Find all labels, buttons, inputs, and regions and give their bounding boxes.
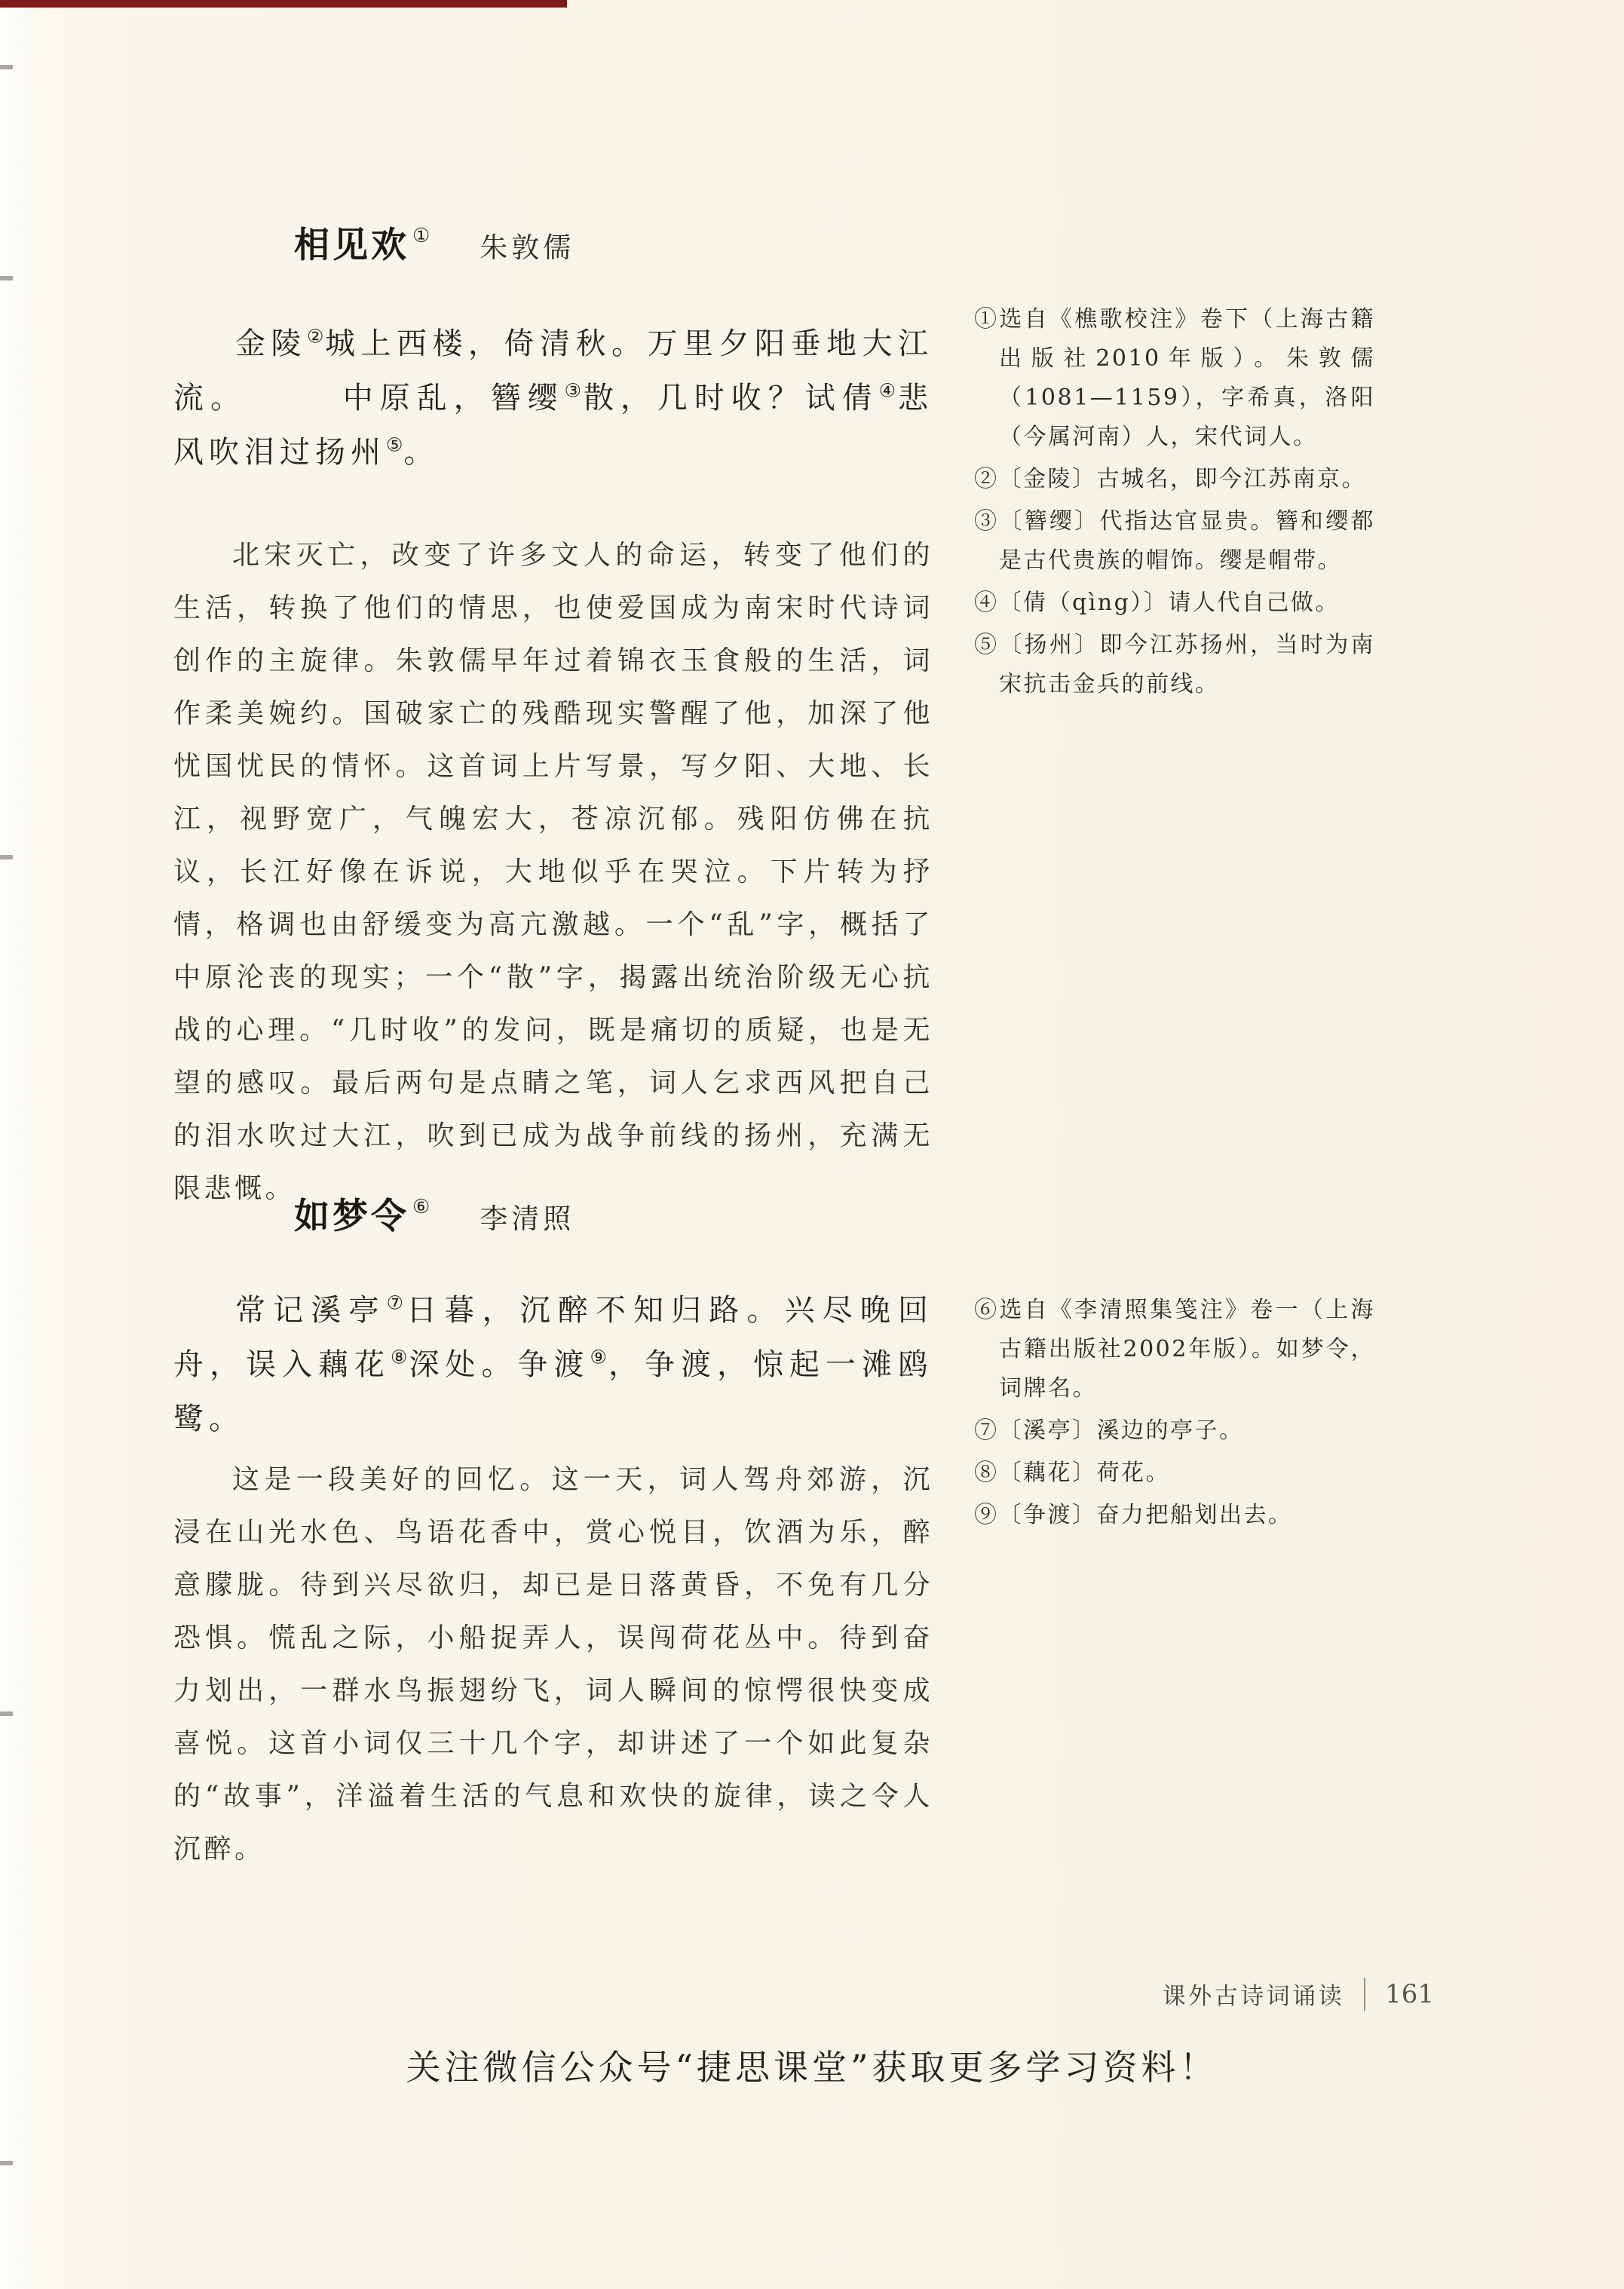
footnote (974, 584, 1375, 623)
note-ref-icon: ⑧ (391, 1346, 409, 1368)
watermark-text: 关注微信公众号“捷思课堂”获取更多学习资料！ (406, 2047, 1218, 2088)
footnote-text: 〔扬州〕即今江苏扬州，当时为南宋抗击金兵的前线。 (999, 632, 1376, 697)
poem2-title-note-ref: ⑥ (412, 1196, 431, 1218)
verse-text: 。 (403, 435, 440, 470)
verse-text: 城上西楼，倚清秋。万里夕阳垂地大江流。 中原乱，簪缨 (173, 326, 934, 415)
scan-artifact (0, 65, 13, 69)
footnote-text: 〔溪亭〕溪边的亭子。 (998, 1417, 1244, 1444)
footer-divider (1364, 1978, 1365, 2011)
footnote-marker: ③ (974, 508, 1000, 535)
scan-left-edge (0, 0, 32, 2289)
poem1-verse (173, 317, 933, 480)
scan-artifact (0, 276, 13, 280)
poem1-commentary: 北宋灭亡，改变了许多文人的命运，转变了他们的生活，转换了他们的情思，也使爱国成为南宋时代诗词创作的主旋律。朱敦儒早年过着锦衣玉食般的生活，词作柔美婉约。国破家亡的残酷现实警醒了他，加深了他忧国忧民的情怀。这首词上片写景，写夕阳、大地、长江，视野宽广，气魄宏大，苍凉沉郁。残阳仿佛在抗议，长江好像在诉说，大地似乎在哭泣。下片转为抒情，格调也由舒缓变为高亢激越。一个“乱”字，概括了中原沦丧的现实；一个“散”字，揭露出统治阶级无心抗战的心理。“几时收”的发问，既是痛切的质疑，也是无望的感叹。最后两句是点睛之笔，词人乞求西风把自己的泪水吹过大江，吹到已成为战争前线的扬州，充满无限悲慨。 (173, 540, 933, 1204)
footnote (974, 502, 1375, 581)
note-ref-icon: ③ (564, 379, 584, 402)
footnote-text: 〔金陵〕古城名，即今江苏南京。 (998, 466, 1366, 492)
poem2-title: 如梦令 (294, 1196, 409, 1237)
scan-artifact (0, 855, 13, 860)
poem1-title-row (294, 217, 575, 268)
verse-text: 深处。争渡 (409, 1347, 590, 1382)
footnote-text: 选自《樵歌校注》卷下（上海古籍出版社2010年版）。朱敦儒（1081—1159），字希真，洛阳（今属河南）人，宋代词人。 (999, 306, 1376, 450)
poem1-title: 相见欢 (294, 225, 409, 266)
footnote-marker: ④ (974, 590, 999, 616)
footnote-marker: ⑨ (974, 1502, 999, 1528)
poem1-author: 朱敦儒 (480, 231, 575, 264)
scan-artifact (0, 1711, 13, 1716)
footnote-marker: ① (974, 306, 1000, 332)
note-ref-icon: ④ (878, 379, 898, 402)
poem2-author: 李清照 (480, 1203, 575, 1235)
note-ref-icon: ② (307, 325, 325, 348)
footnote-marker: ⑤ (974, 632, 1000, 658)
footnote (974, 1291, 1375, 1408)
footnote-text: 〔藕花〕荷花。 (998, 1460, 1170, 1486)
poem2-commentary: 这是一段美好的回忆。这一天，词人驾舟郊游，沉浸在山光水色、鸟语花香中，赏心悦目，饮酒为乐，醉意朦胧。待到兴尽欲归，却已是日落黄昏，不免有几分恐惧。慌乱之际，小船捉弄人，误闯荷花丛中。待到奋力划出，一群水鸟振翅纷飞，词人瞬间的惊愕很快变成喜悦。这首小词仅三十几个字，却讲述了一个如此复杂的“故事”，洋溢着生活的气息和欢快的旋律，读之令人沉醉。 (173, 1464, 933, 1865)
poem1-title-note-ref: ① (412, 225, 431, 247)
footnote-marker: ② (974, 466, 999, 492)
verse-text: 悲风吹泪过扬州 (173, 381, 933, 470)
footnote-text: 选自《李清照集笺注》卷一（上海古籍出版社2002年版）。如梦令，词牌名。 (999, 1297, 1376, 1402)
note-ref-icon: ⑤ (386, 434, 404, 456)
footnote (974, 1454, 1375, 1493)
footnote-text: 〔争渡〕奋力把船划出去。 (998, 1502, 1293, 1528)
footnote-text: 〔倩（qìng）〕请人代自己做。 (998, 590, 1340, 616)
poem2-verse (173, 1283, 933, 1446)
top-edge-red-bar (0, 0, 567, 8)
footnote (974, 300, 1375, 457)
scan-artifact (0, 2161, 13, 2165)
note-ref-icon: ⑨ (590, 1346, 608, 1368)
verse-text: 常记溪亭 (235, 1293, 387, 1328)
footnote (974, 1496, 1375, 1535)
verse-text: 金陵 (235, 326, 308, 361)
footnote-text: 〔簪缨〕代指达官显贵。簪和缨都是古代贵族的帽饰。缨是帽带。 (999, 508, 1376, 574)
footnotes-poem2 (974, 1291, 1375, 1538)
verse-text: 散，几时收？试倩 (583, 381, 879, 415)
poem2-title-row (294, 1188, 575, 1239)
verse-text: ，争渡，惊起一滩鸥鹭。 (173, 1347, 933, 1436)
footnotes-poem1 (974, 300, 1375, 707)
footnote (974, 626, 1375, 704)
footnote (974, 1411, 1375, 1451)
footer-section-title: 课外古诗词诵读 (1162, 1983, 1345, 2010)
page-number: 161 (1385, 1978, 1434, 2009)
footnote-marker: ⑥ (974, 1297, 1000, 1323)
footnote (974, 460, 1375, 499)
footnote-marker: ⑧ (974, 1460, 999, 1486)
verse-text: 日暮，沉醉不知归路。兴尽晚回舟，误入藕花 (173, 1293, 934, 1382)
page-footer (1163, 1977, 1434, 2011)
note-ref-icon: ⑦ (386, 1292, 407, 1314)
footnote-marker: ⑦ (974, 1417, 999, 1444)
